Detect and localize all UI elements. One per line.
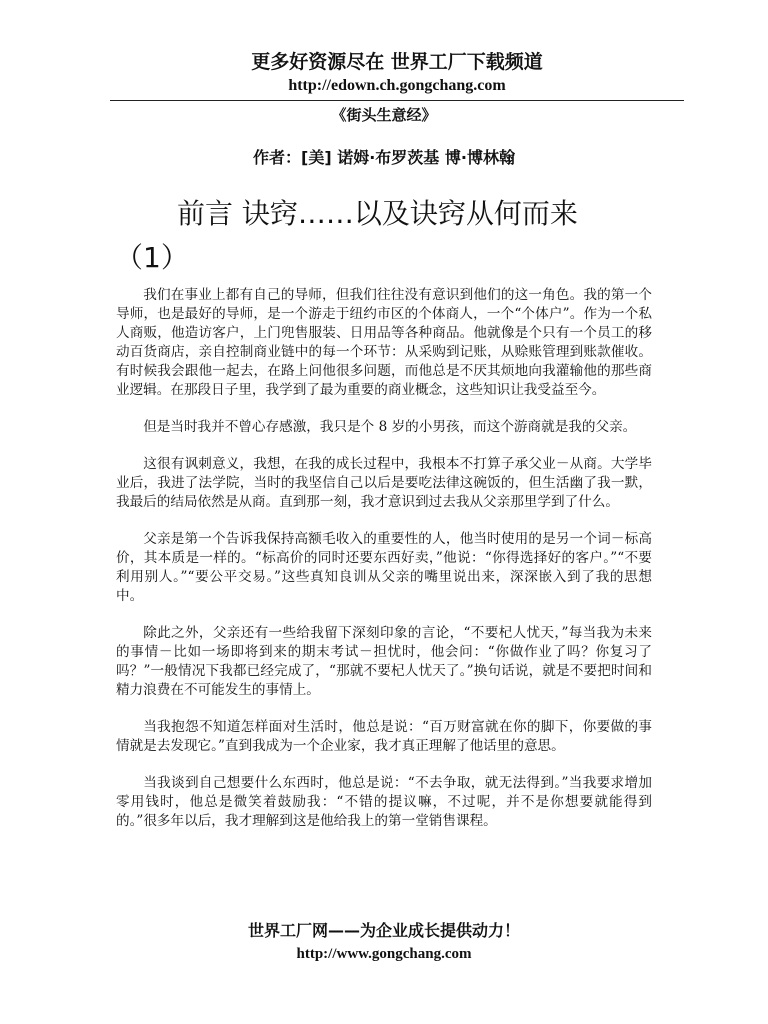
header-slogan: 更多好资源尽在 世界工厂下载频道 [251,51,543,73]
book-title: 《街头生意经》 [331,106,437,124]
chapter-title-line2: （1） [115,241,189,274]
paragraph: 当我抱怨不知道怎样面对生活时，他总是说：“百万财富就在你的脚下，你要做的事情就是去发现它。”直到我成为一个企业家，我才真正理解了他话里的意思。 [116,719,652,754]
chapter-title [115,192,675,280]
body-text [116,286,652,849]
page-header [110,50,684,96]
header-divider [110,100,684,101]
paragraph: 除此之外，父亲还有一些给我留下深刻印象的言论，“不要杞人忧天，”每当我为未来的事情－比如一场即将到来的期末考试－担忧时，他会问：“你做作业了吗？你复习了吗？”一般情况下我都已经完成了，“那就不要杞人忧天了。”换句话说，就是不要把时间和精力浪费在不可能发生的事情上。 [116,625,652,698]
paragraph: 这很有讽刺意义，我想，在我的成长过程中，我根本不打算子承父业－从商。大学毕业后，我进了法学院，当时的我坚信自己以后是要吃法律这碗饭的，但生活幽了我一默，我最后的结局依然是从商。直到那一刻，我才意识到过去我从父亲那里学到了什么。 [116,456,652,510]
paragraph: 当我谈到自己想要什么东西时，他总是说：“不去争取，就无法得到。”当我要求增加零用钱时，他总是微笑着鼓励我：“不错的提议嘛，不过呢，并不是你想要就能得到的。”很多年以后，我才理解到这是他给我上的第一堂销售课程。 [116,775,652,829]
header-url-link[interactable]: http://edown.ch.gongchang.com [288,77,506,94]
footer-url-link[interactable]: http://www.gongchang.com [296,946,472,962]
footer-slogan: 世界工厂网——为企业成长提供动力！ [247,921,520,940]
paragraph: 父亲是第一个告诉我保持高额毛收入的重要性的人，他当时使用的是另一个词－标高价，其本质是一样的。“标高价的同时还要东西好卖，”他说：“你得选择好的客户。”“不要利用别人。”“要公平交易。”这些真知良训从父亲的嘴里说出来，深深嵌入到了我的思想中。 [116,531,652,604]
page-footer [0,920,768,964]
paragraph: 但是当时我并不曾心存感激，我只是个 8 岁的小男孩，而这个游商就是我的父亲。 [143,419,637,435]
author-line: 作者：[美] 诺姆·布罗茨基 博·博林翰 [253,148,515,167]
chapter-title-line1: 前言 诀窍……以及诀窍从何而来 [177,197,578,230]
paragraph: 我们在事业上都有自己的导师，但我们往往没有意识到他们的这一角色。我的第一个导师，也是最好的导师，是一个游走于纽约市区的个体商人，一个“个体户”。作为一个私人商贩，他造访客户，上门兜售服装、日用品等各种商品。他就像是个只有一个员工的移动百货商店，亲自控制商业链中的每一个环节：从采购到记账，从赊账管理到账款催收。有时候我会跟他一起去，在路上问他很多问题，而他总是不厌其烦地向我灌输他的那些商业逻辑。在那段日子里，我学到了最为重要的商业概念，这些知识让我受益至今。 [116,287,652,398]
